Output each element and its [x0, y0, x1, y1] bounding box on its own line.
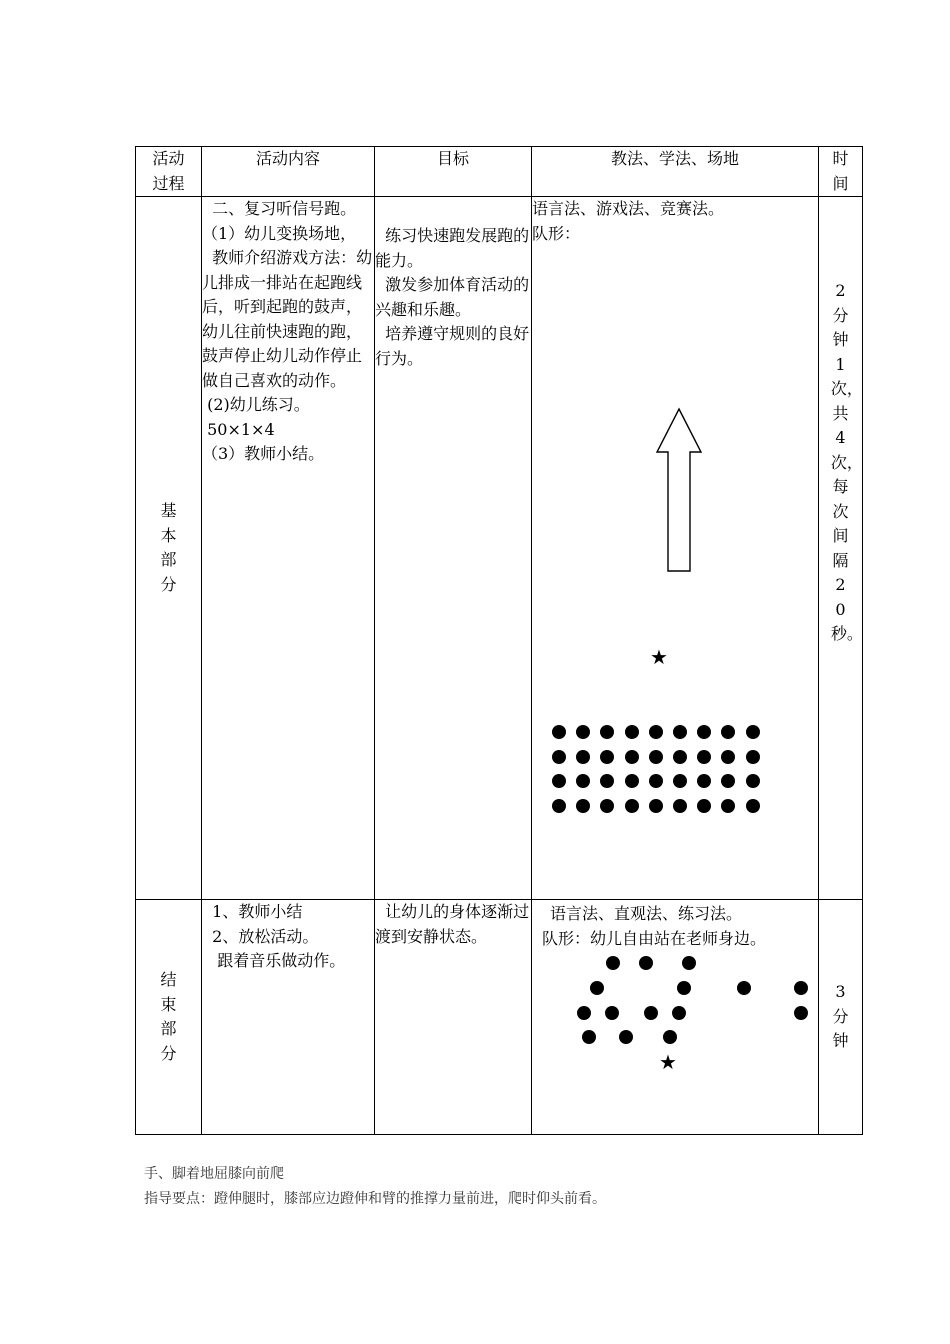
child-dot [625, 774, 639, 788]
goal-cell: 让幼儿的身体逐渐过渡到安静状态。 [375, 900, 532, 1135]
header-method: 教法、学法、场地 [532, 147, 819, 197]
note-line: 手、脚着地屈膝向前爬 [144, 1166, 284, 1182]
child-dot [577, 1006, 591, 1020]
child-dot [673, 725, 687, 739]
child-dot [649, 750, 663, 764]
child-dot [600, 774, 614, 788]
teacher-star-icon: ★ [650, 645, 668, 669]
content-cell: 二、复习听信号跑。 （1）幼儿变换场地， 教师介绍游戏方法：幼儿排成一排站在起跑线后，听到起跑的鼓声，幼儿往前快速跑的跑，鼓声停止幼儿动作停止做自己喜欢的动作。 (2)幼儿练习。 50×1×4 （3）教师小结。 [202, 197, 375, 900]
method-cell: 语言法、直观法、练习法。 队形：幼儿自由站在老师身边。 ★ [532, 900, 819, 1135]
arrow-icon [654, 407, 704, 573]
child-dot [697, 799, 711, 813]
goal-cell: 练习快速跑发展跑的能力。 激发参加体育活动的兴趣和乐趣。 培养遵守规则的良好行为。 [375, 197, 532, 900]
child-dot [746, 725, 760, 739]
child-dot [625, 725, 639, 739]
child-dot [639, 956, 653, 970]
child-dot [576, 750, 590, 764]
child-dot [746, 799, 760, 813]
child-dot [625, 799, 639, 813]
child-dot [682, 956, 696, 970]
child-dot [552, 750, 566, 764]
child-dot [590, 981, 604, 995]
child-dot [794, 1006, 808, 1020]
child-dot [625, 750, 639, 764]
child-dot [746, 774, 760, 788]
child-dot [721, 750, 735, 764]
phase-cell: 基本部分 [136, 197, 202, 900]
child-dot [552, 774, 566, 788]
teacher-star-icon: ★ [659, 1050, 677, 1074]
child-dot [600, 725, 614, 739]
child-dot [606, 956, 620, 970]
child-dot [600, 750, 614, 764]
table-row [136, 900, 863, 1135]
child-dot [697, 774, 711, 788]
child-dot [605, 1006, 619, 1020]
header-phase: 活动过程 [136, 147, 202, 197]
content-cell: 1、教师小结 2、放松活动。 跟着音乐做动作。 [202, 900, 375, 1135]
header-goal: 目标 [375, 147, 532, 197]
time-cell: 2分钟1次，共4次，每次间隔20秒。 [819, 197, 863, 900]
child-dot [649, 799, 663, 813]
child-dot [576, 774, 590, 788]
table-row [136, 197, 863, 900]
child-dot [576, 725, 590, 739]
method-cell: 语言法、游戏法、竞赛法。 队形： ★ [532, 197, 819, 900]
child-dot [552, 725, 566, 739]
child-dot [794, 981, 808, 995]
child-dot [673, 774, 687, 788]
child-dot [697, 750, 711, 764]
child-dot [649, 725, 663, 739]
child-dot [673, 750, 687, 764]
child-dot [677, 981, 691, 995]
note-line: 指导要点：蹬伸腿时，膝部应边蹬伸和臂的推撑力量前进，爬时仰头前看。 [144, 1191, 606, 1207]
child-dot [552, 799, 566, 813]
phase-cell: 结束部分 [136, 900, 202, 1135]
table-header-row [136, 147, 863, 197]
child-dot [697, 725, 711, 739]
child-dot [600, 799, 614, 813]
child-dot [576, 799, 590, 813]
child-dot [737, 981, 751, 995]
child-dot [746, 750, 760, 764]
child-dot [721, 799, 735, 813]
child-dot [721, 774, 735, 788]
child-dot [721, 725, 735, 739]
time-cell: 3分钟 [819, 900, 863, 1135]
child-dot [672, 1006, 686, 1020]
child-dot [673, 799, 687, 813]
header-content: 活动内容 [202, 147, 375, 197]
child-dot [644, 1006, 658, 1020]
child-dot [663, 1030, 677, 1044]
lesson-plan-table [135, 146, 863, 1135]
child-dot [582, 1030, 596, 1044]
header-time: 时间 [819, 147, 863, 197]
child-dot [619, 1030, 633, 1044]
child-dot [649, 774, 663, 788]
